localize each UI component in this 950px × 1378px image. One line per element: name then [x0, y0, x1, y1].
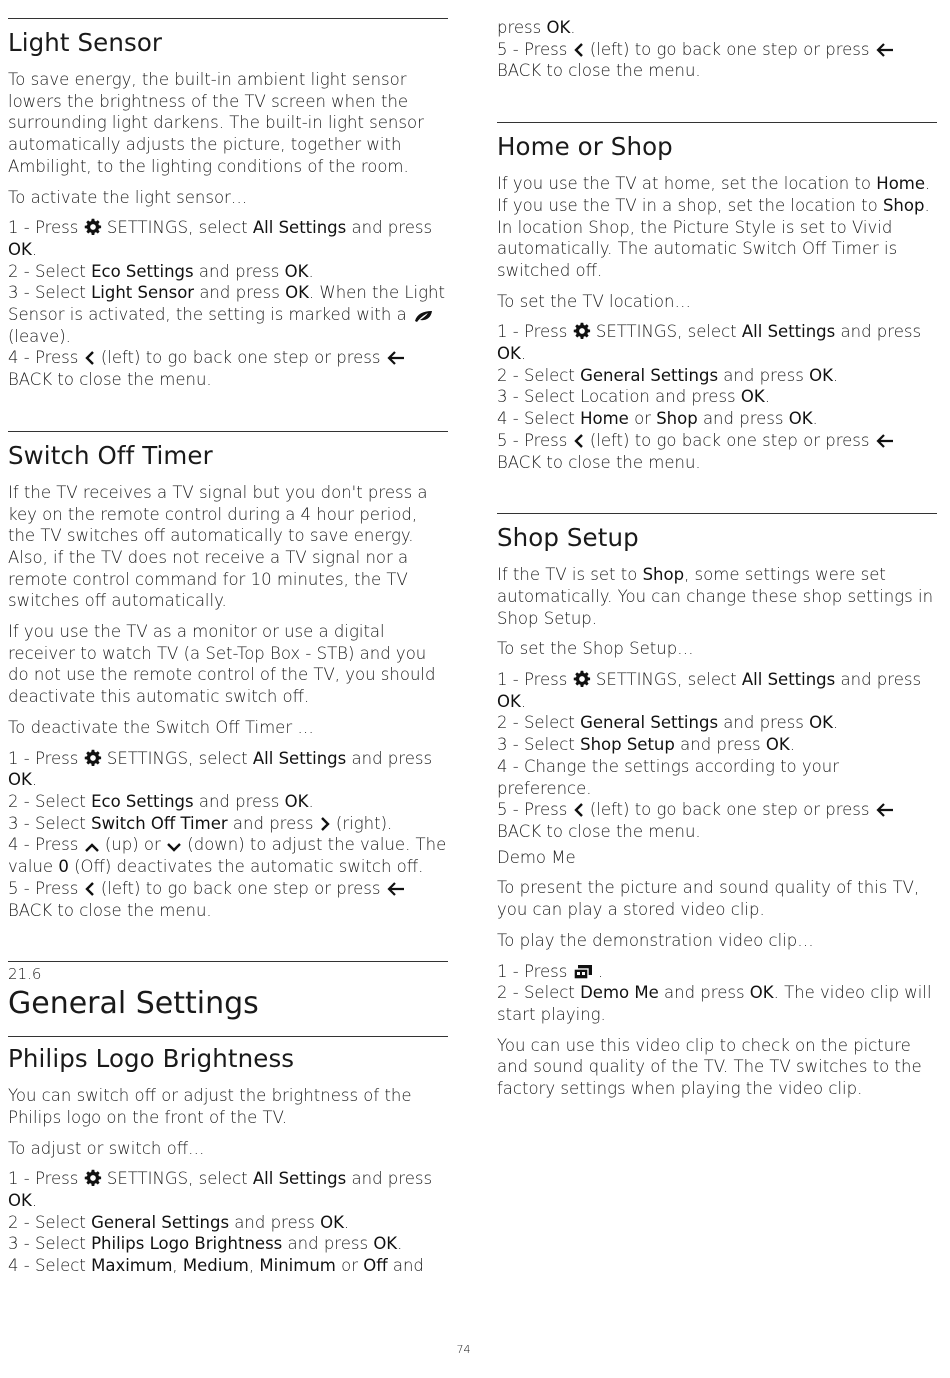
subsection-title: Demo Me [497, 847, 576, 867]
chevron-down-icon [166, 841, 182, 853]
step-1: 1 - Press SETTINGS, select All Settings and press OK. [8, 218, 433, 259]
paragraph: You can switch off or adjust the brightness of the Philips logo on the front of the TV. [8, 1086, 412, 1127]
paragraph: To deactivate the Switch Off Timer … [8, 717, 314, 737]
section-divider [8, 1036, 448, 1037]
step-1: 1 - Press SETTINGS, select All Settings and press OK. [8, 1169, 433, 1211]
back-arrow-icon [875, 433, 895, 449]
settings-gear-icon [573, 322, 591, 340]
chevron-left-icon [573, 802, 585, 818]
section-divider [8, 18, 448, 19]
step-3: 3 - Select Light Sensor and press OK. When the Light Sensor is activated, the setting is marked with a (leave). [8, 283, 445, 346]
step-4: 4 - Press (up) or (down) to adjust the value. The value 0 (Off) deactivates the automatic switch off. [8, 835, 447, 877]
settings-gear-icon [84, 1169, 102, 1187]
section-divider [8, 431, 448, 432]
step-4: 4 - Select Home or Shop and press OK. [497, 409, 818, 429]
step-2: 2 - Select Eco Settings and press OK. [8, 791, 314, 811]
section-title: Switch Off Timer [8, 440, 213, 470]
step-1: 1 - Press SETTINGS, select All Settings and press OK. [497, 322, 922, 364]
paragraph: If you use the TV as a monitor or use a digital receiver to watch TV (a Set-Top Box - STB) and you do not use the remote control of the TV, you should deactivate this automatic switch off. [8, 622, 436, 707]
steps-continuation [497, 17, 937, 82]
chevron-left-icon [573, 433, 585, 449]
step-2: 2 - Select General Settings and press OK. [497, 713, 839, 733]
step-1: 1 - Press SETTINGS, select All Settings and press OK. [8, 748, 433, 790]
chevron-up-icon [84, 841, 100, 853]
paragraph: You can use this video clip to check on the picture and sound quality of the TV. The TV switches to the factory settings when playing the video clip. [497, 1035, 922, 1099]
step-4: 4 - Select Maximum, Medium, Minimum or Off and [8, 1256, 424, 1276]
step-2: 2 - Select General Settings and press OK. [8, 1212, 350, 1232]
back-arrow-icon [386, 881, 406, 897]
chevron-right-icon [319, 816, 331, 832]
step-1: 1 - Press SETTINGS, select All Settings and press OK. [497, 670, 922, 711]
steps-list [8, 217, 448, 391]
step-5: 5 - Press (left) to go back one step or press BACK to close the menu. [8, 878, 448, 921]
paragraph: If you use the TV at home, set the location to Home. If you use the TV in a shop, set the location to Shop. In location Shop, the Picture Style is set to Vivid automatically. The automatic Switch Off Timer is switched off. [497, 174, 931, 280]
demo-apps-icon [573, 964, 593, 980]
page-number: 74 [456, 1343, 471, 1356]
paragraph: If the TV receives a TV signal but you don't press a key on the remote control during a 4 hour period, the TV switches off automatically to save energy. Also, if the TV does not receive a TV signal nor a remote control command for 10 minutes, the TV switches off automatically. [8, 482, 428, 611]
step-2: 2 - Select Eco Settings and press OK. [8, 261, 314, 281]
step-2: 2 - Select Demo Me and press OK. The video clip will start playing. [497, 983, 932, 1024]
section-divider [497, 513, 937, 514]
light-sensor-section [8, 28, 448, 391]
paragraph: If the TV is set to Shop, some settings were set automatically. You can change these shop settings in Shop Setup. [497, 565, 934, 628]
chevron-left-icon [573, 42, 585, 58]
steps-list [497, 321, 937, 473]
paragraph: To set the Shop Setup… [497, 639, 694, 659]
section-number: 21.6 [8, 965, 42, 984]
steps-list [497, 961, 937, 1026]
right-column [497, 0, 937, 1109]
shop-setup-section [497, 523, 937, 842]
settings-gear-icon [573, 670, 591, 688]
step-3: 3 - Select Philips Logo Brightness and press OK. [8, 1234, 403, 1254]
home-or-shop-section [497, 132, 937, 473]
paragraph: To present the picture and sound quality of this TV, you can play a stored video clip. [497, 878, 920, 920]
settings-gear-icon [84, 218, 102, 236]
step-3: 3 - Select Switch Off Timer and press (right). [8, 813, 393, 833]
general-settings-chapter [8, 964, 448, 1022]
step-1: 1 - Press . [497, 961, 604, 981]
switch-off-timer-section [8, 441, 448, 921]
paragraph: To adjust or switch off… [8, 1138, 205, 1158]
section-divider [497, 122, 937, 123]
back-arrow-icon [875, 42, 895, 58]
demo-me-section [497, 847, 937, 1100]
section-title: Shop Setup [497, 523, 639, 553]
paragraph: To play the demonstration video clip… [497, 930, 814, 950]
section-title: Light Sensor [8, 28, 163, 57]
steps-list [8, 1168, 448, 1277]
step-4: 4 - Change the settings according to your preference. [497, 756, 839, 798]
step-5: 5 - Press (left) to go back one step or press BACK to close the menu. [497, 39, 937, 82]
eco-leaf-icon [412, 309, 434, 323]
step-5: 5 - Press (left) to go back one step or press BACK to close the menu. [497, 799, 937, 842]
paragraph: To save energy, the built-in ambient light sensor lowers the brightness of the TV screen when the surrounding light darkens. The built-in light sensor automatically adjusts the picture, together with Ambilight, to the lighting conditions of the room. [8, 70, 424, 176]
back-arrow-icon [875, 802, 895, 818]
section-title: Home or Shop [497, 132, 673, 162]
back-arrow-icon [386, 350, 406, 366]
steps-list [497, 669, 937, 843]
step-5: 5 - Press (left) to go back one step or press BACK to close the menu. [497, 430, 937, 473]
chapter-divider [8, 961, 448, 962]
chevron-left-icon [84, 881, 96, 897]
philips-logo-section [8, 1044, 448, 1277]
paragraph: To activate the light sensor… [8, 187, 248, 207]
step-2: 2 - Select General Settings and press OK. [497, 365, 839, 385]
step-4: 4 - Press (left) to go back one step or press BACK to close the menu. [8, 347, 448, 390]
steps-list [8, 748, 448, 922]
settings-gear-icon [84, 749, 102, 767]
left-column [8, 0, 448, 1277]
step-3: 3 - Select Location and press OK. [497, 387, 770, 407]
paragraph: To set the TV location… [497, 291, 691, 311]
chevron-left-icon [84, 350, 96, 366]
section-title: Philips Logo Brightness [8, 1044, 295, 1074]
chapter-title: General Settings [8, 986, 259, 1022]
step-3: 3 - Select Shop Setup and press OK. [497, 735, 795, 755]
step-4-continued: press OK. [497, 18, 576, 37]
